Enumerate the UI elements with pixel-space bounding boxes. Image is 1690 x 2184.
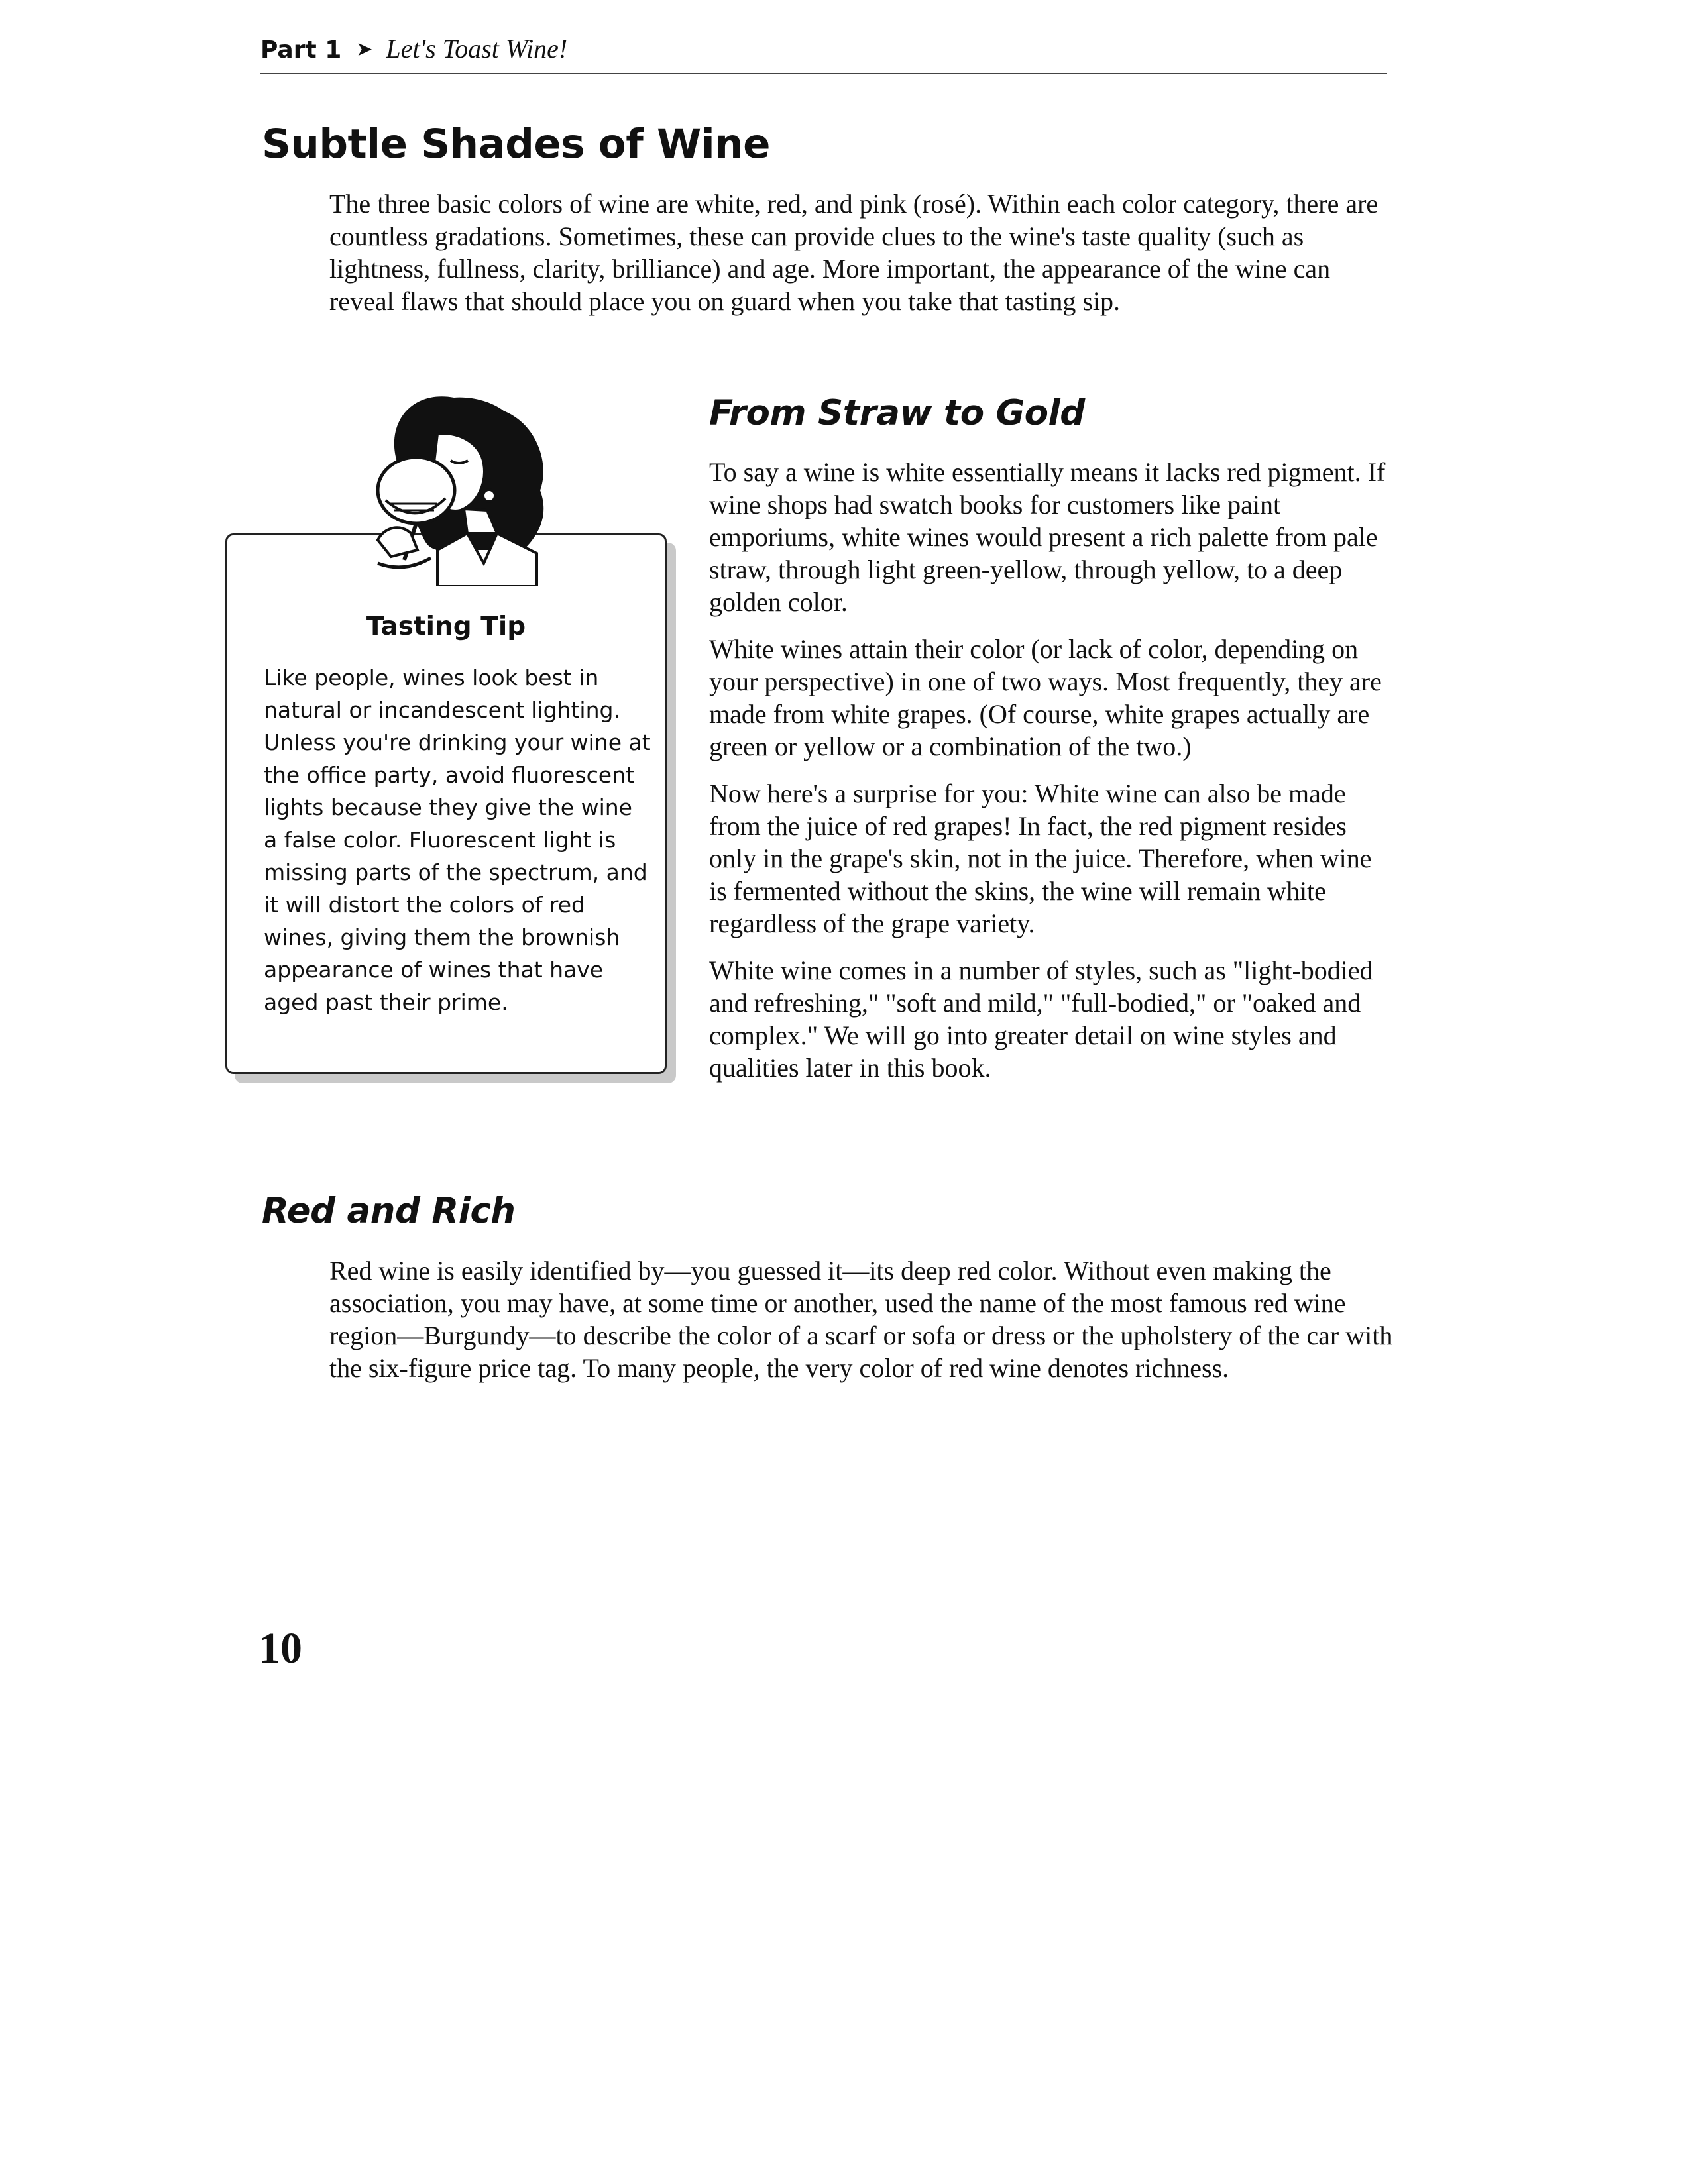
tip-text: Like people, wines look best in natural or incandescent lighting. Unless you're drinking your wine at the office party, avoid fluorescent lights because they give the wine a false color. Fluorescent light is missing parts of the spectrum, and it will distort the colors of red wines, giving them the brownish appearance of wines that have aged past their prime. <box>264 665 651 1015</box>
chapter-title: Let's Toast Wine! <box>386 34 568 64</box>
tasting-tip-sidebar <box>225 533 667 1074</box>
straw-paragraph-2: White wines attain their color (or lack of color, depending on your perspective) in one of two ways. Most frequently, they are made from white grapes. (Of course, white grapes actually are green or yellow or a combination of the two.) <box>709 634 1382 761</box>
straw-to-gold-column <box>709 456 1395 1099</box>
running-header <box>260 33 567 64</box>
section-heading-subtle-shades: Subtle Shades of Wine <box>262 121 770 168</box>
section-heading-straw-to-gold: From Straw to Gold <box>709 393 1085 433</box>
arrow-icon: ➤ <box>356 38 373 61</box>
tip-title: Tasting Tip <box>366 612 526 641</box>
straw-paragraph-1: To say a wine is white essentially means it lacks red pigment. If wine shops had swatch books for customers like paint emporiums, white wines would present a rich palette from pale straw, through light green-yellow, through yellow, to a deep golden color. <box>709 457 1386 617</box>
page-number: 10 <box>258 1624 302 1672</box>
intro-paragraph: The three basic colors of wine are white, red, and pink (rosé). Within each color category, there are countless gradations. Sometimes, these can provide clues to the wine's taste quality (such as lightness, fullness, clarity, brilliance) and age. More important, the appearance of the wine can reveal flaws that should place you on guard when you take that tasting sip. <box>329 189 1379 316</box>
part-label: Part 1 <box>260 36 342 64</box>
header-rule <box>260 73 1387 74</box>
red-and-rich-paragraph: Red wine is easily identified by—you guessed it—its deep red color. Without even making the association, you may have, at some time or another, used the name of the most famous red wine region—Burgundy—to describe the color of a scarf or sofa or dress or the upholstery of the car with the six-figure price tag. To many people, the very color of red wine denotes richness. <box>329 1256 1393 1383</box>
woman-sipping-wine-icon <box>338 384 557 586</box>
section-heading-red-and-rich: Red and Rich <box>262 1191 516 1231</box>
straw-paragraph-4: White wine comes in a number of styles, such as "light-bodied and refreshing," "soft and mild," "full-bodied," or "oaked and complex." We will go into greater detail on wine styles and qualities later in this book. <box>709 956 1373 1083</box>
straw-paragraph-3: Now here's a surprise for you: White wine can also be made from the juice of red grapes! In fact, the red pigment resides only in the grape's skin, not in the juice. Therefore, when wine is fermented without the skins, the wine will remain white regardless of the grape variety. <box>709 779 1372 938</box>
